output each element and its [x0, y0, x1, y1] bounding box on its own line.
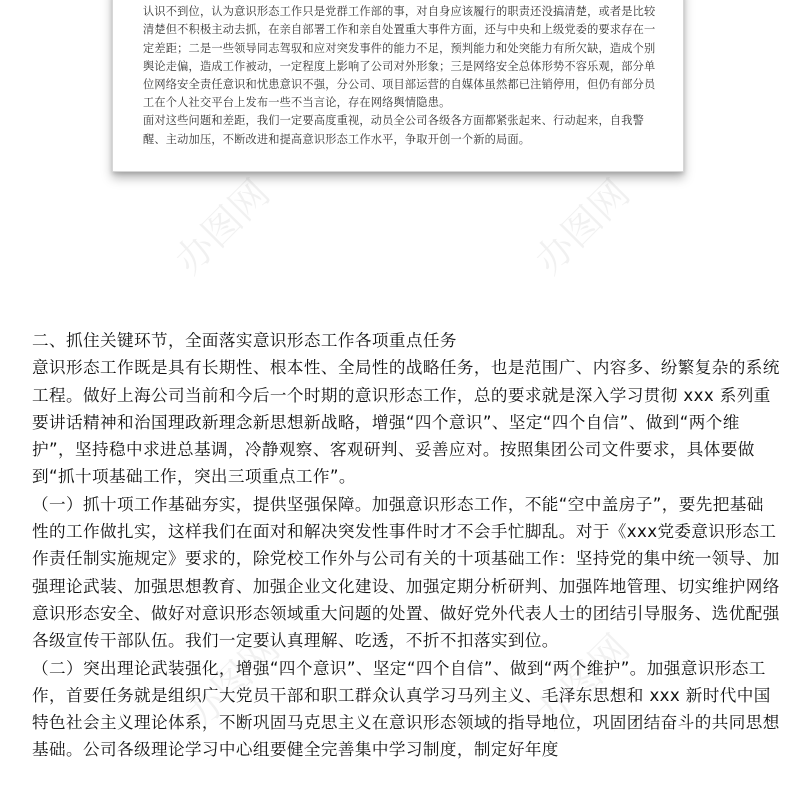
- watermark: 办图网: [166, 170, 279, 283]
- preview-paragraph: 认识不到位，认为意识形态工作只是党群工作部的事，对自身应该履行的职责还没搞清楚，或者是比较清楚但不积极主动去抓，在亲自部署工作和亲自处置重大事件方面，还与中央和上级党委的要求存在一定差距；二是一些领导同志驾驭和应对突发事件的能力不足，预判能力和处突能力有所欠缺，造成个别舆论走偏，造成工作被动，一定程度上影响了公司对外形象；三是网络安全总体形势不容乐观，部分单位网络安全责任意识和忧患意识不强，分公司、项目部运营的自媒体虽然都已注销停用，但仍有部分员工在个人社交平台上发布一些不当言论，存在网络舆情隐患。: [143, 5, 656, 110]
- watermark: 办图网: [526, 625, 639, 738]
- preview-paragraph: 面对这些问题和差距，我们一定要高度重视，动员全公司各级各方面都紧张起来、行动起来，自我警醒、主动加压，不断改进和提高意识形态工作水平，争取开创一个新的局面。: [143, 114, 645, 146]
- article-paragraph: （二）突出理论武装强化，增强“四个意识”、坚定“四个自信”、做到“两个维护”。加强意识形态工作，首要任务就是组织广大党员干部和职工群众认真学习马列主义、毛泽东思想和 xxx 新时代中国特色社会主义理论体系，不断巩固马克思主义在意识形态领域的指导地位，巩固团结奋斗的共同思想基础。公司各级理论学习中心组要健全完善集中学习制度，制定好年度: [32, 658, 780, 760]
- section-heading: 二、抓住关键环节，全面落实意识形态工作各项重点任务: [32, 331, 457, 350]
- article-paragraph: 意识形态工作既是具有长期性、根本性、全局性的战略任务，也是范围广、内容多、纷繁复杂的系统工程。做好上海公司当前和今后一个时期的意识形态工作，总的要求就是深入学习贯彻 xxx 系列重要讲话精神和治国理政新理念新思想新战略，增强“四个意识”、坚定“四个自信”、做到“两个维护”，坚持稳中求进总基调，冷静观察、客观研判、妥善应对。按照集团公司文件要求，具体要做到“抓十项基础工作，突出三项重点工作”。: [32, 358, 780, 487]
- preview-text-block: [143, 0, 663, 149]
- article-body: [32, 327, 780, 764]
- document-preview-card: [112, 0, 684, 172]
- article-paragraph: （一）抓十项工作基础夯实，提供坚强保障。加强意识形态工作，不能“空中盖房子”，要先把基础性的工作做扎实，这样我们在面对和解决突发性事件时才不会手忙脚乱。对于《xxx党委意识形态工作责任制实施规定》要求的，除党校工作外与公司有关的十项基础工作：坚持党的集中统一领导、加强理论武装、加强思想教育、加强企业文化建设、加强定期分析研判、加强阵地管理、切实维护网络意识形态安全、做好对意识形态领域重大问题的处置、做好党外代表人士的团结引导服务、选优配强各级宣传干部队伍。我们一定要认真理解、吃透，不折不扣落实到位。: [32, 494, 780, 651]
- watermark: 办图网: [176, 625, 289, 738]
- watermark: 办图网: [526, 170, 639, 283]
